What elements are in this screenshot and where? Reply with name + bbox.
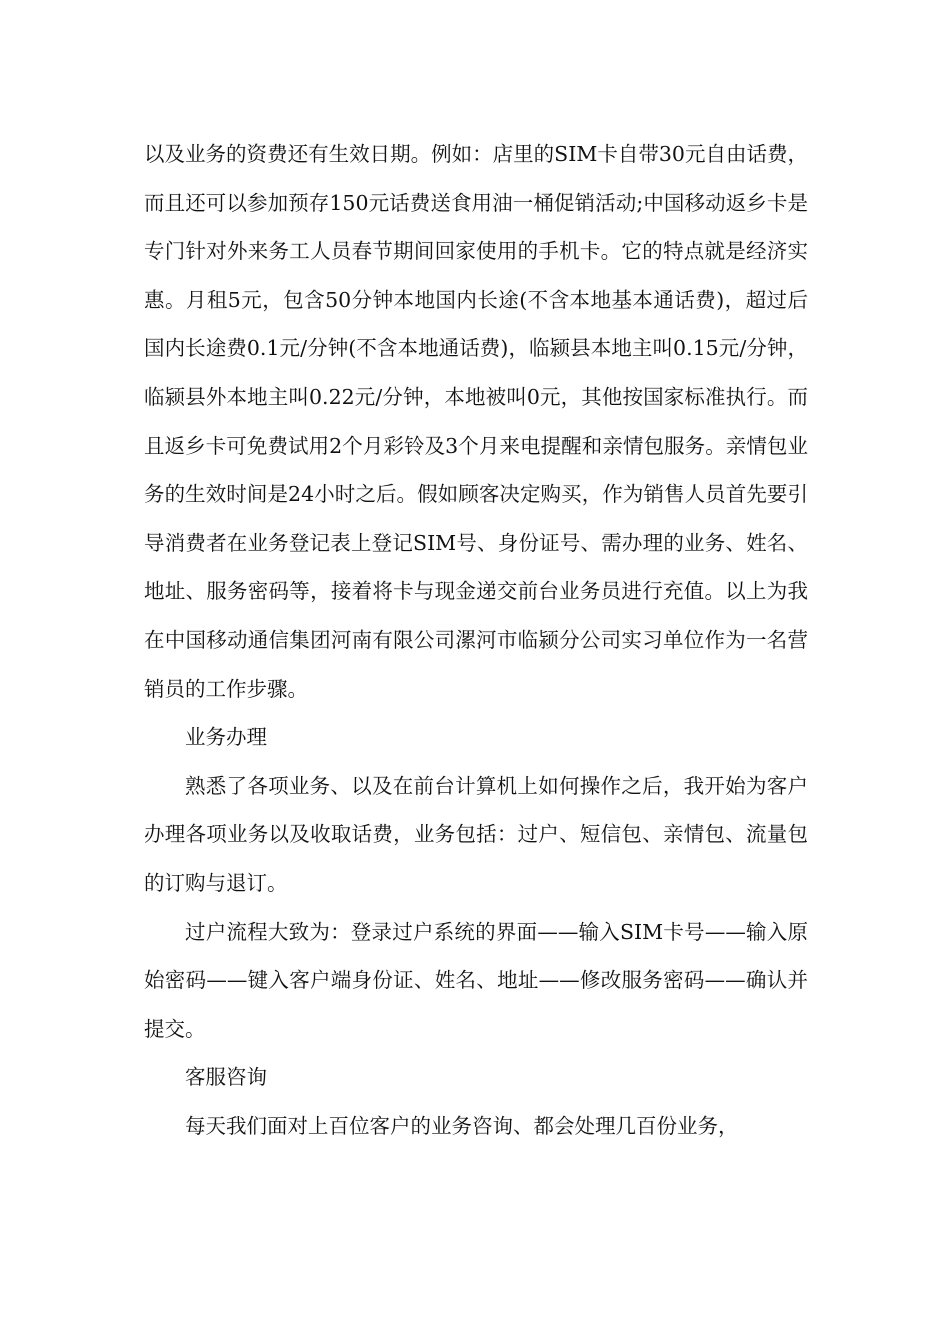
section-heading-business-handling: 业务办理 bbox=[185, 725, 267, 750]
paragraph-transfer-process: 过户流程大致为：登录过户系统的界面——输入SIM卡号——输入原始密码——键入客户端身份证、姓名、地址——修改服务密码——确认并提交。 bbox=[144, 919, 808, 1041]
document-body bbox=[144, 130, 808, 1150]
paragraph-intro-continuation: 以及业务的资费还有生效日期。例如：店里的SIM卡自带30元自由话费，而且还可以参加预存150元话费送食用油一桶促销活动;中国移动返乡卡是专门针对外来务工人员春节期间回家使用的手机卡。它的特点就是经济实惠。月租5元，包含50分钟本地国内长途(不含本地基本通话费)，超过后国内长途费0.1元/分钟(不含本地通话费)，临颍县本地主叫0.15元/分钟，临颍县外本地主叫0.22元/分钟，本地被叫0元，其他按国家标准执行。而且返乡卡可免费试用2个月彩铃及3个月来电提醒和亲情包服务。亲情包业务的生效时间是24小时之后。假如顾客决定购买，作为销售人员首先要引导消费者在业务登记表上登记SIM号、身份证号、需办理的业务、姓名、地址、服务密码等，接着将卡与现金递交前台业务员进行充值。以上为我在中国移动通信集团河南有限公司漯河市临颍分公司实习单位作为一名营销员的工作步骤。 bbox=[144, 142, 808, 701]
paragraph-customer-service: 每天我们面对上百位客户的业务咨询、都会处理几百份业务， bbox=[185, 1113, 739, 1138]
section-heading-customer-service: 客服咨询 bbox=[185, 1065, 267, 1090]
paragraph-business-handling: 熟悉了各项业务、以及在前台计算机上如何操作之后，我开始为客户办理各项业务以及收取话费，业务包括：过户、短信包、亲情包、流量包的订购与退订。 bbox=[144, 773, 808, 895]
